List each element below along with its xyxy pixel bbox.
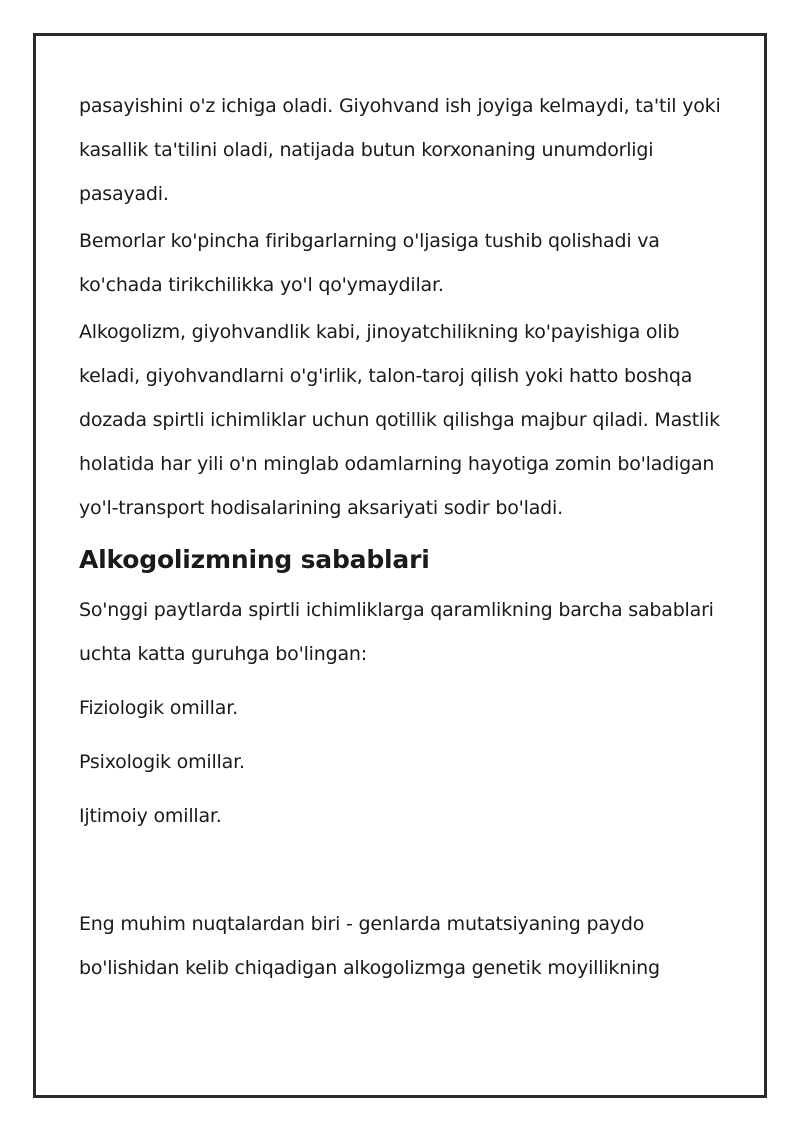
section-heading: Alkogolizmning sabablari xyxy=(79,545,430,574)
cause-item-social: Ijtimoiy omillar. xyxy=(79,805,222,827)
paragraph-productivity: pasayishini o'z ichiga oladi. Giyohvand ish joyiga kelmaydi, ta'til yoki kasallik ta'tilini oladi, natijada butun korxonaning unumdorligi pasayadi. xyxy=(79,95,721,205)
page-frame xyxy=(33,33,767,1098)
paragraph-crime: Alkogolizm, giyohvandlik kabi, jinoyatchilikning ko'payishiga olib keladi, giyohvandlarni o'g'irlik, talon-taroj qilish yoki hatto boshqa dozada spirtli ichimliklar uchun qotillik qilishga majbur qiladi. Mastlik holatida har yili o'n minglab odamlarning hayotiga zomin bo'ladigan yo'l-transport hodisalarining aksariyati sodir bo'ladi. xyxy=(79,321,720,519)
cause-item-physiological: Fiziologik omillar. xyxy=(79,697,238,719)
paragraph-causes-intro: So'nggi paytlarda spirtli ichimliklarga qaramlikning barcha sabablari uchta katta guruhga bo'lingan: xyxy=(79,599,714,665)
document-body xyxy=(79,84,729,990)
paragraph-fraud-victims: Bemorlar ko'pincha firibgarlarning o'ljasiga tushib qolishadi va ko'chada tirikchilikka yo'l qo'ymaydilar. xyxy=(79,230,660,296)
cause-item-psychological: Psixologik omillar. xyxy=(79,751,245,773)
paragraph-genetic: Eng muhim nuqtalardan biri - genlarda mutatsiyaning paydo bo'lishidan kelib chiqadigan alkogolizmga genetik moyillikning xyxy=(79,913,660,979)
